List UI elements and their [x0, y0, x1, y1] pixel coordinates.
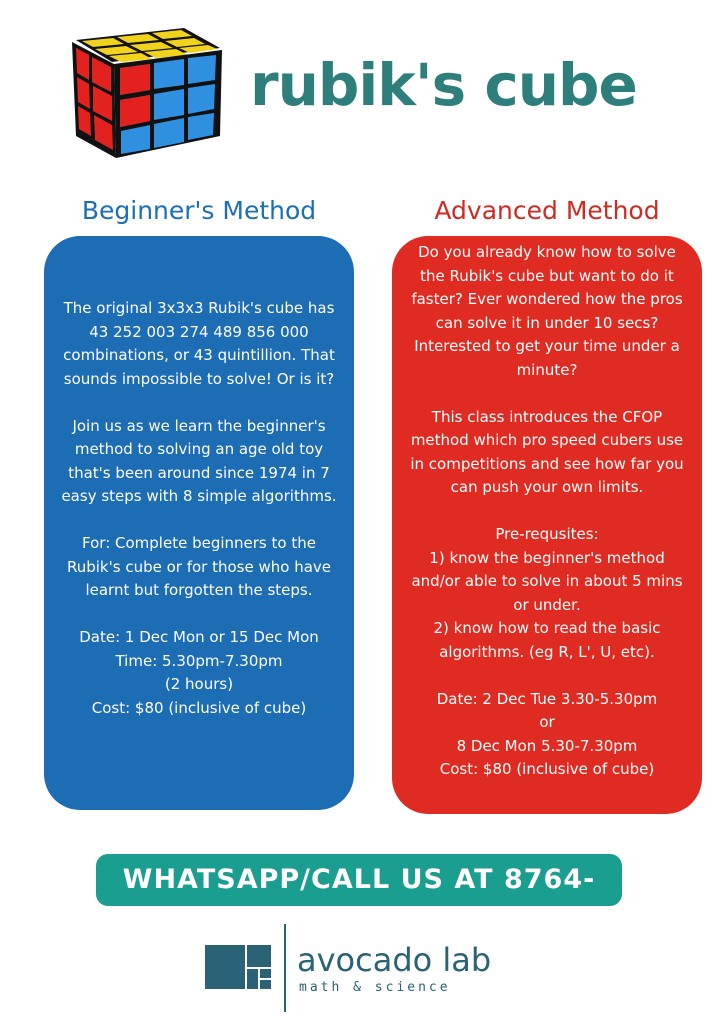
advanced-description-line: in competitions and see how far you	[410, 454, 684, 473]
beginner-intro-line: 43 252 003 274 489 856 000	[89, 322, 309, 341]
page-title: rubik's cube	[250, 51, 637, 119]
beginner-intro-line: combinations, or 43 quintillion. That	[63, 346, 335, 364]
beginner-date: Date: 1 Dec Mon or 15 Dec Mon	[79, 628, 319, 646]
advanced-description-line: can push your own limits.	[450, 478, 644, 496]
beginner-audience-line: For: Complete beginners to the	[82, 534, 316, 552]
advanced-cost: Cost: $80 (inclusive of cube)	[439, 760, 655, 778]
advanced-intro-line: Interested to get your time under a	[414, 337, 680, 355]
advanced-prereq-line: and/or able to solve in about 5 mins	[411, 572, 683, 590]
advanced-date: Date: 2 Dec Tue 3.30-5.30pm	[436, 689, 658, 708]
beginner-description-line: Join us as we learn the beginner's	[72, 416, 326, 435]
contact-banner[interactable]: WHATSAPP/CALL US AT 8764-8720	[96, 854, 622, 906]
beginner-intro-line: sounds impossible to solve! Or is it?	[63, 369, 335, 388]
advanced-prereq-line: 1) know the beginner's method	[429, 548, 665, 567]
beginner-description-line: that's been around since 1974 in 7	[68, 463, 330, 482]
advanced-description-line: This class introduces the CFOP	[431, 407, 663, 426]
advanced-intro-line: can solve it in under 10 secs?	[435, 313, 659, 332]
advanced-prereq-line: or under.	[513, 595, 581, 614]
beginner-duration: (2 hours)	[164, 675, 234, 693]
advanced-intro-line: the Rubik's cube but want to do it	[420, 266, 674, 285]
advanced-date-or: or	[539, 713, 555, 731]
beginner-description-line: easy steps with 8 simple algorithms.	[61, 487, 337, 505]
beginner-description-line: method to solving an age old toy	[74, 440, 324, 458]
advanced-intro-line: Do you already know how to solve	[418, 243, 676, 261]
beginner-intro-line: The original 3x3x3 Rubik's cube has	[63, 299, 335, 317]
advanced-panel	[392, 236, 702, 814]
logo-name: avocado lab	[297, 941, 492, 979]
beginner-time: Time: 5.30pm-7.30pm	[115, 651, 283, 670]
advanced-description-line: method which pro speed cubers use	[410, 431, 684, 449]
avocado-lab-logo-icon	[205, 945, 271, 989]
logo-divider	[284, 924, 286, 1012]
logo-tagline: math & science	[299, 980, 451, 995]
advanced-intro-line: faster? Ever wondered how the pros	[411, 290, 683, 308]
beginner-panel	[44, 236, 354, 810]
advanced-prereq-line: 2) know how to read the basic	[433, 619, 661, 637]
advanced-prereq-line: algorithms. (eg R, L', U, etc).	[439, 642, 655, 661]
advanced-heading: Advanced Method	[434, 196, 660, 225]
beginner-audience-line: Rubik's cube or for those who have	[66, 557, 332, 576]
beginner-audience-line: learnt but forgotten the steps.	[85, 581, 313, 599]
beginner-cost: Cost: $80 (inclusive of cube)	[91, 698, 307, 717]
rubiks-cube-image	[62, 18, 232, 168]
advanced-intro-line: minute?	[516, 360, 578, 379]
advanced-date: 8 Dec Mon 5.30-7.30pm	[456, 736, 638, 755]
advanced-prereq-heading: Pre-requsites:	[495, 525, 599, 543]
beginner-heading: Beginner's Method	[81, 196, 317, 225]
